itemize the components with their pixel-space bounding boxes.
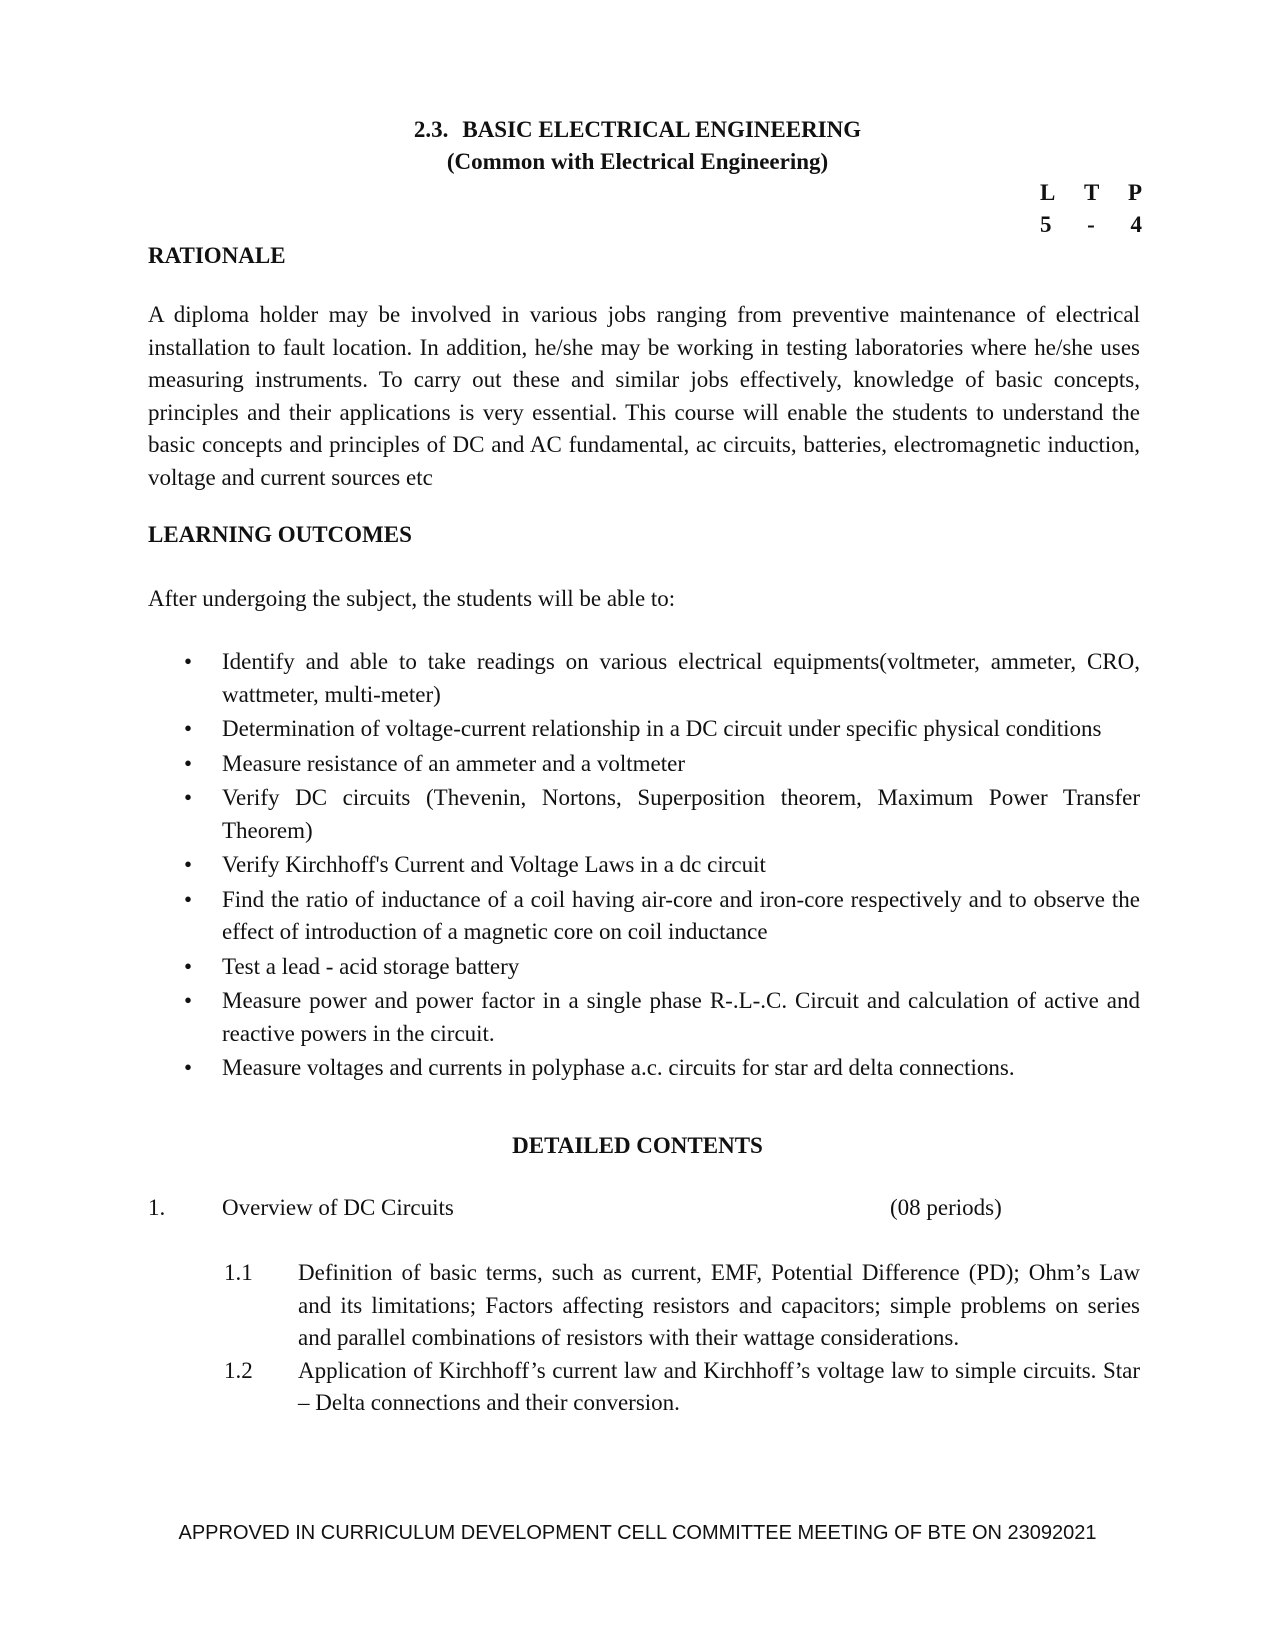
list-item-text: Verify Kirchhoff's Current and Voltage Laws in a dc circuit [222, 852, 766, 877]
learning-outcomes-list [148, 646, 1140, 1087]
ltp-header-t: T [1083, 180, 1100, 205]
list-item-text: Identify and able to take readings on various electrical equipments(voltmeter, ammeter, CRO, wattmeter, multi-meter) [222, 649, 1140, 707]
list-item [148, 951, 1140, 984]
list-item [148, 713, 1140, 746]
list-item-text: Determination of voltage-current relationship in a DC circuit under specific physical conditions [222, 716, 1102, 741]
course-title [0, 117, 1275, 143]
learning-outcomes-intro: After undergoing the subject, the students will be able to: [148, 586, 676, 611]
detailed-contents-heading: DETAILED CONTENTS [512, 1133, 763, 1158]
list-item [148, 646, 1140, 711]
unit-subitems [148, 1257, 1140, 1420]
bullet-icon: • [184, 953, 193, 979]
list-item [148, 985, 1140, 1050]
bullet-icon: • [184, 750, 193, 776]
list-item [148, 1257, 1140, 1355]
subitem-number: 1.1 [224, 1260, 253, 1285]
rationale-text: A diploma holder may be involved in various jobs ranging from preventive maintenance of electrical installation to fault location. In addition, he/she may be working in testing laboratories where he/she uses measuring instruments. To carry out these and similar jobs effectively, knowledge of basic concepts, principles and their applications is very essential. This course will enable the students to understand the basic concepts and principles of DC and AC fundamental, ac circuits, batteries, electromagnetic induction, voltage and current sources etc [148, 302, 1140, 490]
rationale-heading: RATIONALE [148, 243, 286, 268]
list-item [148, 1052, 1140, 1085]
list-item-text: Verify DC circuits (Thevenin, Nortons, Superposition theorem, Maximum Power Transfer Theorem) [222, 785, 1140, 843]
list-item-text: Test a lead - acid storage battery [222, 953, 520, 979]
subitem-text: Application of Kirchhoff’s current law and Kirchhoff’s voltage law to simple circuits. Star – Delta connections and their conversion. [298, 1357, 1140, 1416]
bullet-icon: • [184, 1055, 193, 1080]
bullet-icon: • [184, 852, 193, 877]
list-item [148, 782, 1140, 847]
bullet-icon: • [184, 649, 193, 674]
footer-approval-note: APPROVED IN CURRICULUM DEVELOPMENT CELL COMMITTEE MEETING OF BTE ON 23092021 [178, 1522, 1097, 1544]
bullet-icon: • [184, 988, 193, 1013]
course-subtitle: (Common with Electrical Engineering) [446, 149, 829, 174]
list-item [148, 849, 1140, 882]
learning-outcomes-heading: LEARNING OUTCOMES [148, 522, 412, 547]
list-item [148, 748, 1140, 781]
ltp-value-p: 4 [1130, 212, 1142, 237]
ltp-headers [1040, 180, 1142, 206]
subitem-text: Definition of basic terms, such as current, EMF, Potential Difference (PD); Ohm’s Law and its limitations; Factors affecting resistors and capacitors; simple problems on series and parallel combinations of resistors with their wattage considerations. [298, 1260, 1140, 1351]
unit-periods: (08 periods) [890, 1195, 1002, 1220]
list-item-text: Find the ratio of inductance of a coil having air-core and iron-core respectively and to observe the effect of introduction of a magnetic core on coil inductance [222, 886, 1140, 944]
bullet-icon: • [184, 785, 193, 810]
ltp-header-l: L [1040, 180, 1056, 205]
ltp-value-l: 5 [1040, 212, 1052, 237]
course-number: 2.3. [413, 117, 449, 142]
list-item-text: Measure power and power factor in a single phase R-.L-.C. Circuit and calculation of active and reactive powers in the circuit. [222, 988, 1140, 1046]
ltp-header-p: P [1127, 180, 1142, 205]
bullet-icon: • [184, 716, 193, 741]
list-item [148, 884, 1140, 949]
ltp-values [1040, 212, 1142, 238]
list-item-text: Measure resistance of an ammeter and a voltmeter [222, 750, 685, 776]
unit-number: 1. [148, 1195, 166, 1220]
bullet-icon: • [184, 886, 193, 912]
subitem-number: 1.2 [224, 1357, 253, 1383]
ltp-value-t: - [1087, 212, 1095, 237]
list-item-text: Measure voltages and currents in polyphase a.c. circuits for star ard delta connections. [222, 1055, 1015, 1080]
list-item [148, 1355, 1140, 1420]
unit-title: Overview of DC Circuits [222, 1195, 454, 1220]
course-name: BASIC ELECTRICAL ENGINEERING [462, 117, 862, 142]
